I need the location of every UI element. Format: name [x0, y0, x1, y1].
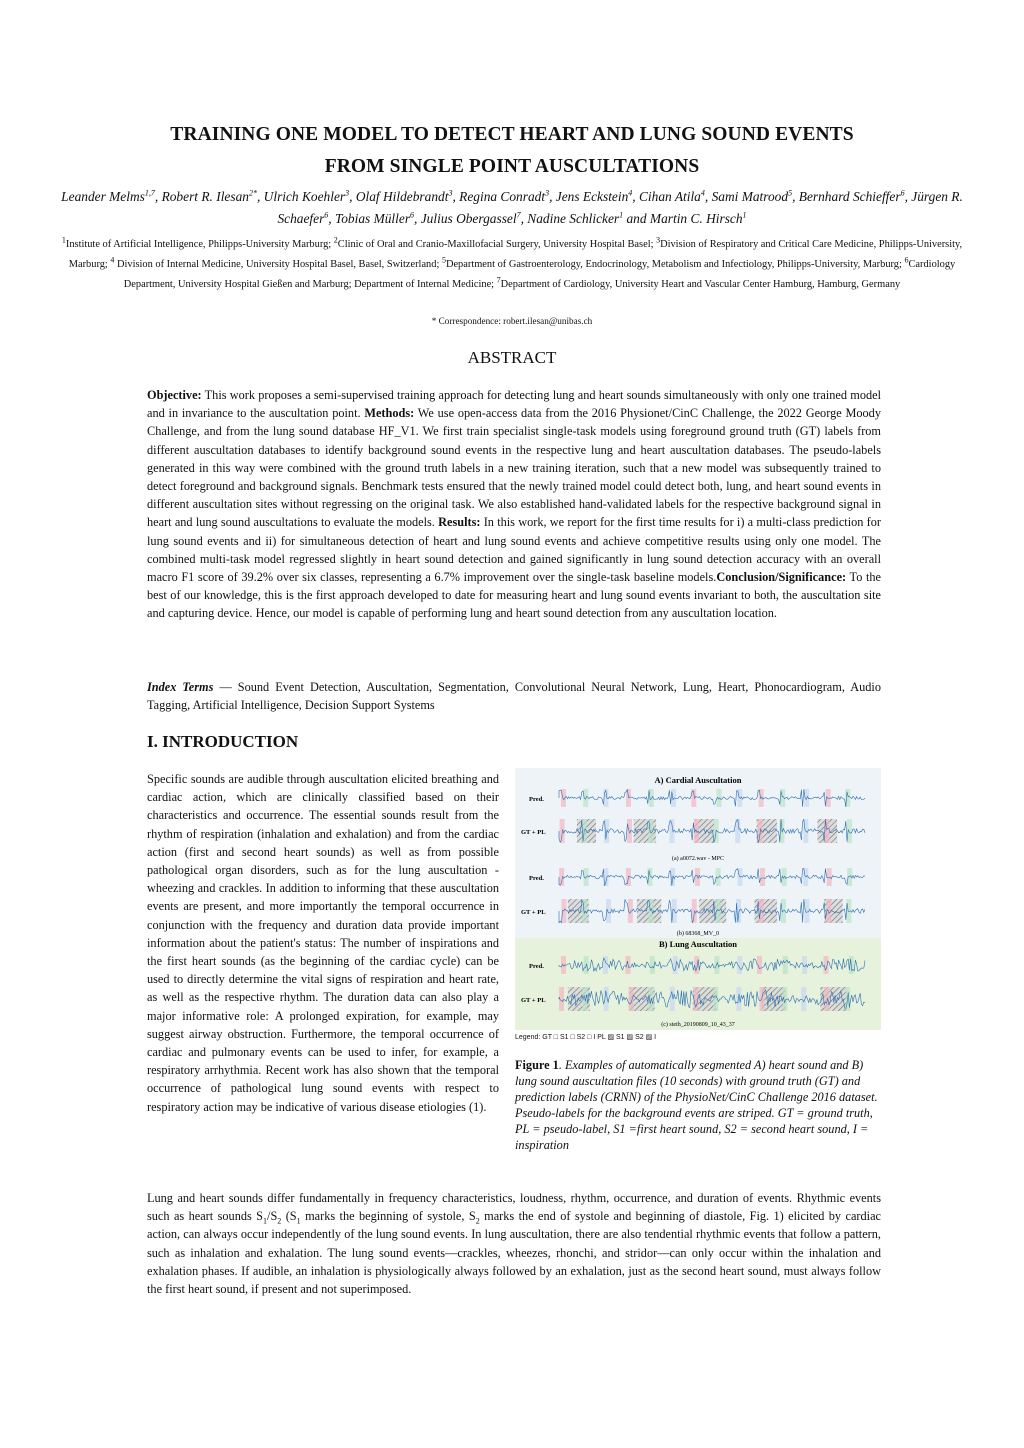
author-affiliation-mark: 4: [628, 188, 633, 198]
row-label-pred-b: Pred.: [529, 875, 544, 882]
author-name: Jens Eckstein: [555, 189, 629, 204]
label-region: [827, 868, 832, 886]
label-region: [736, 899, 741, 923]
objective-text: This work proposes a semi-supervised training approach for detecting lung and heart sounds simultaneously with only one trained model and in invariance to the auscultation point.: [147, 388, 881, 421]
label-region: [760, 868, 765, 886]
author-name: Leander Melms: [61, 189, 145, 204]
methods-label: Methods:: [364, 406, 415, 421]
author-affiliation-mark: 6: [410, 210, 415, 220]
body-text-3: (S: [281, 1209, 297, 1224]
label-region: [559, 868, 564, 886]
paper-title-line-1: TRAINING ONE MODEL TO DETECT HEART AND LUNG SOUND EVENTS: [170, 124, 854, 145]
affiliation-6: Cardiology Department, University Hospital Gießen and Marburg; Department of Internal Medicine;: [123, 259, 956, 290]
objective-label: Objective:: [147, 388, 202, 402]
label-region: [648, 987, 653, 1011]
author-name: Sami Matrood: [711, 189, 789, 204]
author-affiliation-mark: 1: [742, 210, 747, 220]
figure-1: [515, 768, 881, 1030]
body-text-2: /S: [267, 1209, 278, 1224]
figure-caption-text: . Examples of automatically segmented A) heart sound and B) lung sound auscultation files (10 seconds) with ground truth (GT) and prediction labels (CRNN) of the PhysioNet/CinC Challenge 2016 dataset. Pseudo-labels for the background events are striped. GT = ground truth, PL = pseudo-label, S1 =first heart sound, S2 = second heart sound, I = inspiration: [515, 1058, 878, 1152]
label-region: [649, 789, 654, 807]
label-region: [694, 956, 699, 974]
author-list: Leander Melms$^{1,7}$, Robert R. Ilesan$^{2*}$, Ulrich Koehler$^3$, Olaf Hildebrandt$^3$, Regina Conradt$^3$, Jens Eckstein$^4$, Cihan Atila$^4$, Sami Matrood$^5$, Bernhard Schieffer$^6$, Jürgen R. Schaefer$^6$, Tobias Müller$^6$, Julius Obergassel$^7$, Nadine Schlicker$^1$ and Martin C. Hirsch$^1$: [61, 188, 963, 226]
author-affiliation-mark: 2*: [248, 188, 257, 198]
author-name: Robert R. Ilesan: [161, 189, 249, 204]
label-region: [560, 819, 565, 843]
row-label-gtpl-a: GT + PL: [521, 829, 546, 836]
label-region: [673, 956, 678, 974]
sub-s2: 2: [277, 1216, 282, 1226]
author-affiliation-mark: 3: [345, 188, 350, 198]
row-label-gtpl-b: GT + PL: [521, 909, 546, 916]
panel-b-background: [515, 938, 881, 1030]
methods-text: We use open-access data from the 2016 Physionet/CinC Challenge, the 2022 George Moody Challenge, and from the lung sound database HF_V1. We first train specialist single-task models using foreground ground truth (GT) labels from different auscultation databases to identify background sound events in the respective lung and heart auscultation databases. The pseudo-labels generated in this way were combined with the ground truth labels in a new training iteration, such that a new model was subsequently trained to detect foreground and background signals. Benchmark tests ensured that the newly trained model could detect both, lung, and heart sound events in different auscultation sites without regressing on the original task. We also established hand-validated labels for the respective background signal in heart and lung sound auscultations to evaluate the models.: [147, 406, 881, 530]
label-region: [759, 987, 764, 1011]
affiliation-2: Clinic of Oral and Cranio-Maxillofacial Surgery, University Hospital Basel;: [337, 239, 657, 250]
affiliation-list: $^1$Institute of Artificial Intelligence, Philipps-University Marburg; $^2$Clinic of Oral and Cranio-Maxillofacial Surgery, University Hospital Basel; $^3$Division of Respiratory and Critical Care Medicine, Philipps-University, Marburg; $^4$ Division of Internal Medicine, University Hospital Basel, Basel, Switzerland; $^5$Department of Gastroenterology, Endocrinology, Metabolism and Infectiology, Philipps-University, Marburg; $^6$Cardiology Department, University Hospital Gießen and Marburg; Department of Internal Medicine; $^7$Department of Cardiology, University Heart and Vascular Center Hamburg, Hamburg, Germany: [61, 235, 963, 290]
abstract-heading: ABSTRACT: [467, 348, 557, 367]
author-affiliation-mark: 3: [448, 188, 453, 198]
body-text-5: marks the end of systole and beginning of diastole, Fig. 1) elicited by cardiac action, can always occur independently of the lung sound events. In lung auscultation, there are also tendential rhythmic events that follow a pattern, such as inhalation and exhalation. The lung sound events—crackles, wheezes, rhonchi, and stridor—can only occur within the inhalation and exhalation phases. If audible, an inhalation is physiologically always followed by an exhalation, just as the second heart sound, must always follow the first heart sound, if present and not superimposed.: [147, 1209, 881, 1297]
intro-paragraph: Specific sounds are audible through auscultation elicited breathing and cardiac action, which are clinically classified based on their characteristics and occurrence. The essential sounds result from the rhythm of respiration (inhalation and exhalation) and from the cardiac action (first and second heart sounds) as well as from possible pathological organ disorders, such as for the lung auscultation - wheezing and crackles. In addition to informing that these auscultation events are present, and more importantly the temporal occurrence in conjunction with the frequency and duration data provide important information about the patient's status: The number of inspirations and the first heart sounds (as the beginning of the cardiac cycle) can be used to directly determine the vital signs of respiration and heart rate, as well as the respective rhythm. The duration data can also play a major informative role: A prolonged expiration, for example, may suggest airway obstruction. Furthermore, the temporal occurrence of cardiac and pulmonary events can be used to infer, for example, a respiratory arrhythmia. Recent work has also shown that the temporal occurrence of pathological lung sound events with respect to respiratory action may be indicative of various disease etiologies (1).: [147, 772, 499, 1114]
label-region: [670, 987, 675, 1011]
author-name: Julius Obergassel: [420, 211, 517, 226]
label-region: [783, 956, 788, 974]
index-terms-text: — Sound Event Detection, Auscultation, Segmentation, Convolutional Neural Network, Lung, Heart, Phonocardiogram, Audio Tagging, Artificial Intelligence, Decision Support Systems: [147, 680, 881, 713]
section-heading: I. INTRODUCTION: [147, 732, 299, 751]
author-affiliation-mark: 4: [700, 188, 705, 198]
sub-s2-b: 2: [475, 1216, 480, 1226]
affiliation-7: Department of Cardiology, University Heart and Vascular Center Hamburg, Hamburg, Germany: [500, 279, 901, 290]
sub-s1: 1: [263, 1216, 268, 1226]
abstract-body: [147, 386, 881, 623]
author-affiliation-mark: 5: [788, 188, 793, 198]
body-text-1: Lung and heart sounds differ fundamentally in frequency characteristics, loudness, rhythm, occurrence, and duration of events. Rhythmic events such as heart sounds S: [147, 1191, 881, 1224]
author-name: Tobias Müller: [335, 211, 411, 226]
author-affiliation-mark: 1: [619, 210, 624, 220]
author-name: Regina Conradt: [459, 189, 546, 204]
index-terms-label: Index Terms: [147, 680, 214, 694]
conclusion-label: Conclusion/Significance:: [716, 570, 847, 585]
sub-s1-b: 1: [296, 1216, 301, 1226]
label-region: [824, 987, 829, 1011]
panel-b-title: B) Lung Auscultation: [659, 939, 737, 949]
affiliation-3: Division of Respiratory and Critical Care Medicine, Philipps-University, Marburg;: [68, 239, 963, 270]
label-region: [627, 819, 632, 843]
subcaption-a: (a) a0072.wav - MPC: [672, 856, 724, 862]
index-terms: [147, 678, 881, 714]
author-affiliation-mark: 6: [324, 210, 329, 220]
author-name: Olaf Hildebrandt: [355, 189, 449, 204]
conclusion-text: To the best of our knowledge, this is the first approach developed to date for measuring heart and lung sound events invariant to both, the auscultation site and capturing device. Hence, our model is capable of performing lung and heart sound detection from any auscultation location.: [147, 570, 881, 621]
author-name: Cihan Atila: [638, 189, 701, 204]
author-name: Bernhard Schieffer: [798, 189, 901, 204]
affiliation-4: Division of Internal Medicine, University Hospital Basel, Basel, Switzerland;: [114, 259, 442, 270]
figure-caption: [515, 1057, 881, 1153]
label-region: [692, 899, 697, 923]
label-region: [759, 899, 764, 923]
author-affiliation-mark: 3: [545, 188, 550, 198]
author-affiliation-mark: 1,7: [144, 188, 155, 198]
author-name: Martin C. Hirsch: [649, 211, 743, 226]
author-name: Nadine Schlicker: [527, 211, 620, 226]
results-text: In this work, we report for the first time results for i) a multi-class prediction for lung sound events and ii) for simultaneous detection of heart and lung sound events and achieve competitive results using only one model. The combined multi-task model regressed slightly in heart sound detection and gained significantly in lung sound detection accuracy with an overall macro F1 score of 39.2% over six classes, representing a 6.7% improvement over the single-task baseline models.: [147, 515, 881, 585]
label-region: [714, 956, 719, 974]
label-region: [629, 987, 634, 1011]
author-name: Ulrich Koehler: [263, 189, 346, 204]
panel-a-title: A) Cardial Auscultation: [654, 775, 742, 785]
paper-title-line-2: FROM SINGLE POINT AUSCULTATIONS: [324, 156, 700, 177]
affiliation-1: Institute of Artificial Intelligence, Philipps-University Marburg;: [65, 239, 334, 250]
affiliation-5: Department of Gastroenterology, Endocrinology, Metabolism and Infectiology, Philipps-University, Marburg;: [445, 259, 905, 270]
row-label-pred-c: Pred.: [529, 963, 544, 970]
subcaption-c: (c) steth_20190809_10_43_37: [661, 1022, 735, 1028]
row-label-pred-a: Pred.: [529, 796, 544, 803]
subcaption-b: (b) 68368_MV_0: [676, 931, 720, 937]
correspondence: * Correspondence: robert.ilesan@unibas.ch: [431, 316, 593, 326]
author-affiliation-mark: 6: [900, 188, 905, 198]
figure-caption-label: Figure 1: [515, 1058, 559, 1072]
author-affiliation-mark: 7: [516, 210, 521, 220]
figure-legend: Legend: GT □ S1 □ S2 □ I PL ▨ S1 ▨ S2 ▨ I: [515, 1034, 657, 1041]
author-name: Jürgen R. Schaefer: [277, 189, 963, 226]
results-label: Results:: [438, 515, 481, 530]
body-text-4: marks the beginning of systole, S: [300, 1209, 476, 1224]
body-paragraph: [147, 1189, 881, 1298]
row-label-gtpl-c: GT + PL: [521, 997, 546, 1004]
label-region: [672, 899, 677, 923]
label-region: [801, 987, 806, 1011]
